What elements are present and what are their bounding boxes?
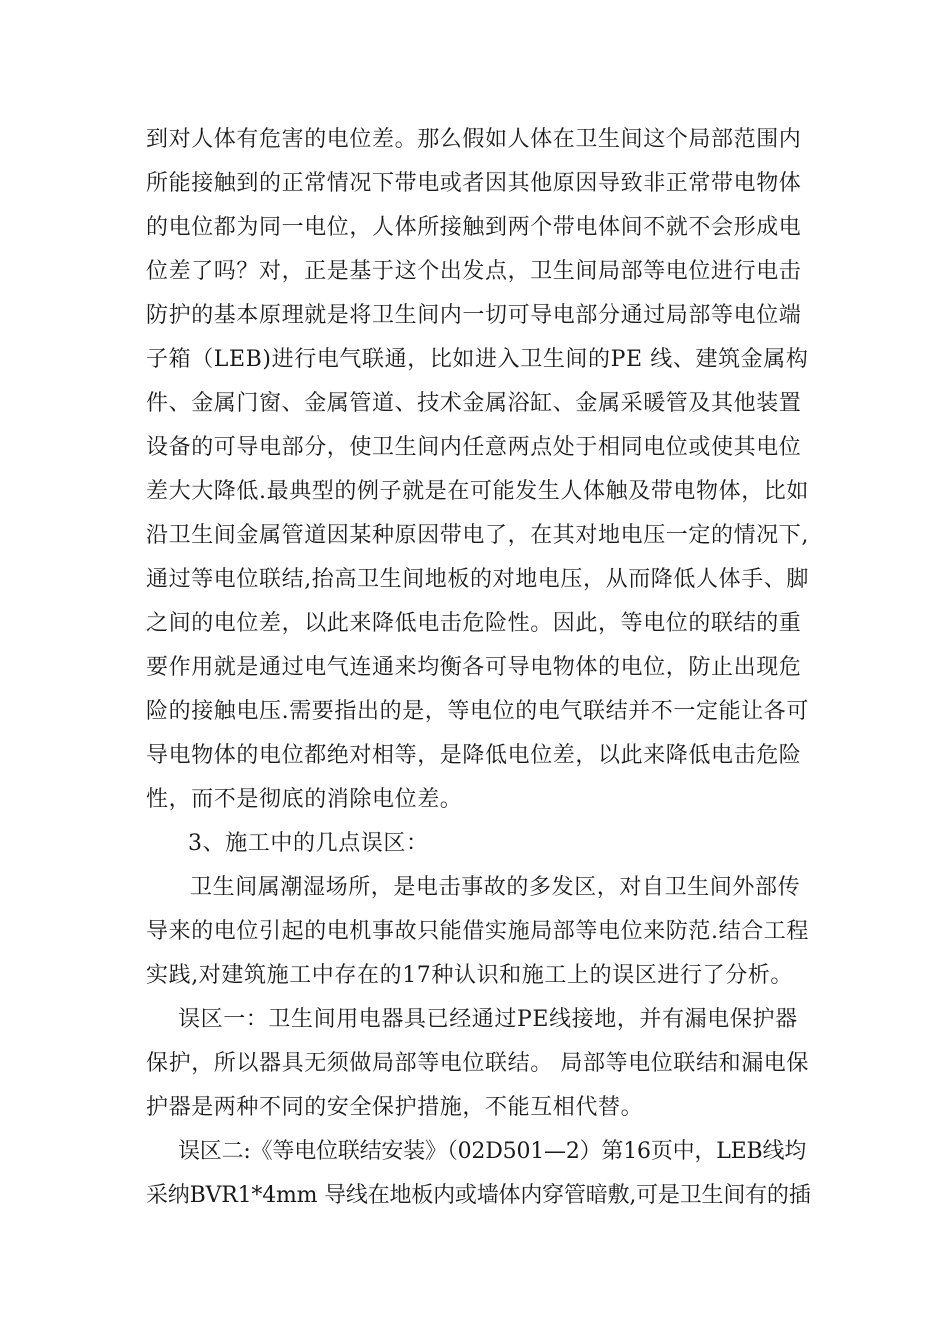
- paragraph-line: 实践,对建筑施工中存在的17种认识和施工上的误区进行了分析。: [146, 963, 793, 988]
- paragraph-line: 之间的电位差，以此来降低电击危险性。因此，等电位的联结的重: [146, 611, 802, 636]
- paragraph-line: 沿卫生间金属管道因某种原因带电了，在其对地电压一定的情况下,: [146, 523, 809, 548]
- paragraph-line: 要作用就是通过电气连通来均衡各可导电物体的电位，防止出现危: [146, 655, 802, 680]
- paragraph-line: 防护的基本原理就是将卫生间内一切可导电部分通过局部等电位端: [146, 303, 802, 328]
- paragraph-line: 设备的可导电部分，使卫生间内任意两点处于相同电位或使其电位: [146, 435, 802, 460]
- paragraph-line: 件、金属门窗、金属管道、技术金属浴缸、金属采暖管及其他装置: [146, 391, 802, 416]
- paragraph-line: 保护，所以器具无须做局部等电位联结。 局部等电位联结和漏电保: [146, 1051, 809, 1076]
- paragraph-line: 导电物体的电位都绝对相等，是降低电位差，以此来降低电击危险: [146, 743, 802, 768]
- paragraph-line: 性，而不是彻底的消除电位差。: [146, 787, 463, 812]
- paragraph-line: 差大大降低.最典型的例子就是在可能发生人体触及带电物体，比如: [146, 479, 809, 504]
- paragraph-line: 子箱（LEB)进行电气联通，比如进入卫生间的PE 线、建筑金属构: [146, 347, 809, 372]
- paragraph-line: 误区一：卫生间用电器具已经通过PE线接地，并有漏电保护器: [178, 1007, 798, 1032]
- paragraph-line: 卫生间属潮湿场所，是电击事故的多发区，对自卫生间外部传: [190, 875, 801, 900]
- paragraph-line: 通过等电位联结,抬高卫生间地板的对地电压，从而降低人体手、脚: [146, 567, 809, 592]
- paragraph-line: 误区二:《等电位联结安装》（02D501—2）第16页中，LEB线均: [178, 1139, 807, 1164]
- paragraph-line: 险的接触电压.需要指出的是，等电位的电气联结并不一定能让各可: [146, 699, 809, 724]
- paragraph-line: 位差了吗？对，正是基于这个出发点，卫生间局部等电位进行电击: [146, 259, 802, 284]
- paragraph-line: 采纳BVR1*4mm 导线在地板内或墙体内穿管暗敷,可是卫生间有的插: [146, 1183, 811, 1208]
- paragraph-line: 导来的电位引起的电机事故只能借实施局部等电位来防范.结合工程: [146, 919, 809, 944]
- section-heading: 3、施工中的几点误区：: [188, 831, 429, 856]
- paragraph-line: 所能接触到的正常情况下带电或者因其他原因导致非正常带电物体: [146, 171, 802, 196]
- paragraph-line: 到对人体有危害的电位差。那么假如人体在卫生间这个局部范围内: [146, 127, 802, 152]
- paragraph-line: 护器是两种不同的安全保护措施，不能互相代替。: [146, 1095, 644, 1120]
- paragraph-line: 的电位都为同一电位，人体所接触到两个带电体间不就不会形成电: [146, 215, 802, 240]
